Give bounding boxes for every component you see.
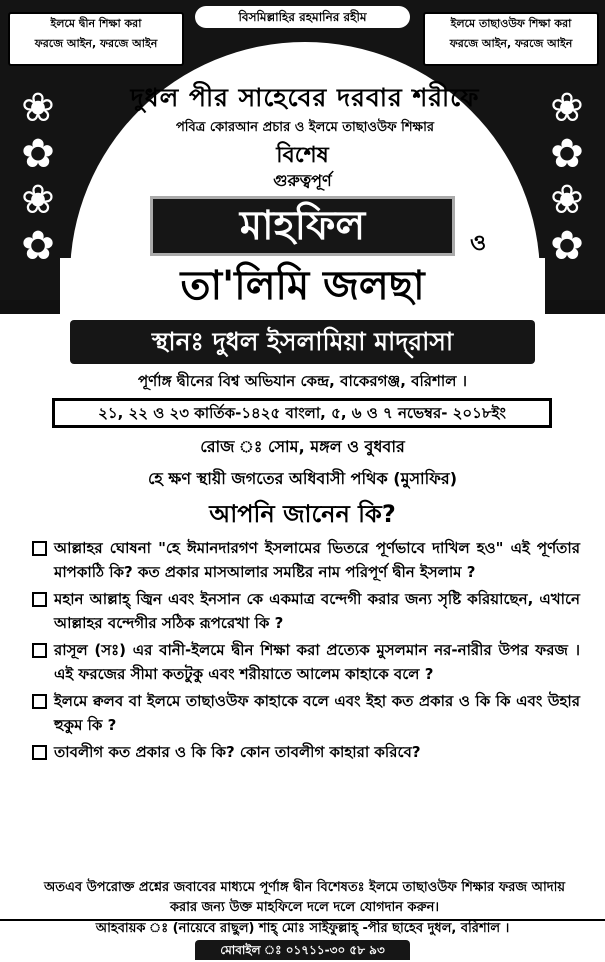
checkbox-icon	[32, 592, 47, 607]
flower-icon: ✿	[21, 131, 55, 177]
list-item	[32, 689, 580, 737]
mahfil-heading: মাহফিল	[150, 196, 455, 256]
talimi-jalsa-heading: তা'লিমি জলছা	[60, 258, 545, 314]
special-label: বিশেষ	[276, 143, 329, 168]
darbar-subtitle: পবিত্র কোরআন প্রচার ও ইলমে তাছাওউফ শিক্ষার	[175, 120, 435, 135]
mobile-number: মোবাইল ঃ ০১৭১১-৩০ ৫৮ ৯৩	[195, 940, 410, 960]
checkbox-icon	[32, 643, 47, 658]
question-list	[32, 536, 580, 767]
left-notice-line-2: ফরজে আইন, ফরজে আইন	[34, 37, 158, 50]
flower-icon: ❀	[550, 177, 584, 223]
left-notice-line-1: ইলমে দ্বীন শিক্ষা করা	[50, 17, 142, 30]
question-text: তাবলীগ কত প্রকার ও কি কি? কোন তাবলীগ কাহারা করিবে?	[54, 743, 421, 761]
checkbox-icon	[32, 745, 47, 760]
question-text: আল্লাহর ঘোষনা "হে ঈমানদারগণ ইসলামের ভিতরে পূর্ণভাবে দাখিল হও" এই পূর্ণতার মাপকাঠি কি? কত প্রকার মাসআলার সমষ্টির নাম পরিপূর্ণ দ্বীন ইসলাম ?	[54, 539, 580, 581]
flower-icon: ✿	[550, 223, 584, 269]
convener-line: আহবায়ক ঃ (নায়েবে রাছুল) শাহ্ মোঃ সাইফুল্লাহ্ -পীর ছাহেব দুধল, বরিশাল ।	[95, 921, 510, 936]
floral-ornament-left	[14, 85, 62, 275]
question-text: রাসূল (সঃ) এর বানী-ইলমে দ্বীন শিক্ষা করা প্রত্যেক মুসলমান নর-নারীর উপর ফরজ । এই ফরজের সীমা কতটুকু এবং শরীয়াতে আলেম কাহাকে বলে ?	[54, 641, 580, 683]
bismillah-label: বিসমিল্লাহির রহমানির রহীম	[195, 6, 410, 28]
flower-icon: ✿	[550, 131, 584, 177]
date-banner: ২১, ২২ ও ২৩ কার্তিক-১৪২৫ বাংলা, ৫, ৬ ও ৭ নভেম্বর- ২০১৮ইং	[52, 398, 552, 428]
flower-icon: ❀	[550, 85, 584, 131]
question-heading: আপনি জানেন কি?	[209, 500, 396, 528]
question-text: মহান আল্লাহ্ জ্বিন এবং ইনসান কে একমাত্র বন্দেগী করার জন্য সৃষ্টি করিয়াছেন, এখানে আল্লাহর বন্দেগীর সঠিক রূপরেখা কি ?	[54, 590, 580, 632]
list-item	[32, 638, 580, 686]
question-text: ইলমে ক্বলব বা ইলমে তাছাওউফ কাহাকে বলে এবং ইহা কত প্রকার ও কি কি এবং উহার হুকুম কি ?	[54, 692, 580, 734]
venue-center: পূর্ণাঙ্গ দ্বীনের বিশ্ব অভিযান কেন্দ্র, বাকেরগঞ্জ, বরিশাল ।	[137, 372, 468, 390]
venue-banner: স্থানঃ দুধল ইসলামিয়া মাদ্‌রাসা	[70, 320, 535, 364]
closing-appeal: অতএব উপরোক্ত প্রশ্নের জবাবের মাধ্যমে পূর্ণাঙ্গ দ্বীন বিশেষতঃ ইলমে তাছাওউফ শিক্ষার ফরজ আদায় করার জন্য উক্ত মাহফিলে দলে দলে যোগদান করুন।	[44, 880, 565, 915]
floral-ornament-right	[543, 85, 591, 275]
checkbox-icon	[32, 541, 47, 556]
left-notice-box	[8, 12, 184, 66]
darbar-title: দুধল পীর সাহেবের দরবার শরীফে	[130, 83, 480, 112]
flower-icon: ✿	[21, 223, 55, 269]
list-item	[32, 587, 580, 635]
important-label: গুরুত্বপূর্ণ	[273, 171, 332, 190]
traveler-line: হে ক্ষণ স্থায়ী জগতের অধিবাসী পথিক (মুসাফির)	[147, 469, 458, 488]
right-notice-line-1: ইলমে তাছাওউফ শিক্ষা করা	[450, 17, 572, 30]
and-label: ও	[470, 231, 487, 256]
flower-icon: ❀	[21, 177, 55, 223]
list-item	[32, 536, 580, 584]
checkbox-icon	[32, 694, 47, 709]
list-item	[32, 740, 580, 764]
right-notice-line-2: ফরজে আইন, ফরজে আইন	[449, 37, 573, 50]
days-label: রোজ ঃ সোম, মঙ্গল ও বুধবার	[200, 437, 405, 456]
right-notice-box	[423, 12, 599, 66]
flower-icon: ❀	[21, 85, 55, 131]
